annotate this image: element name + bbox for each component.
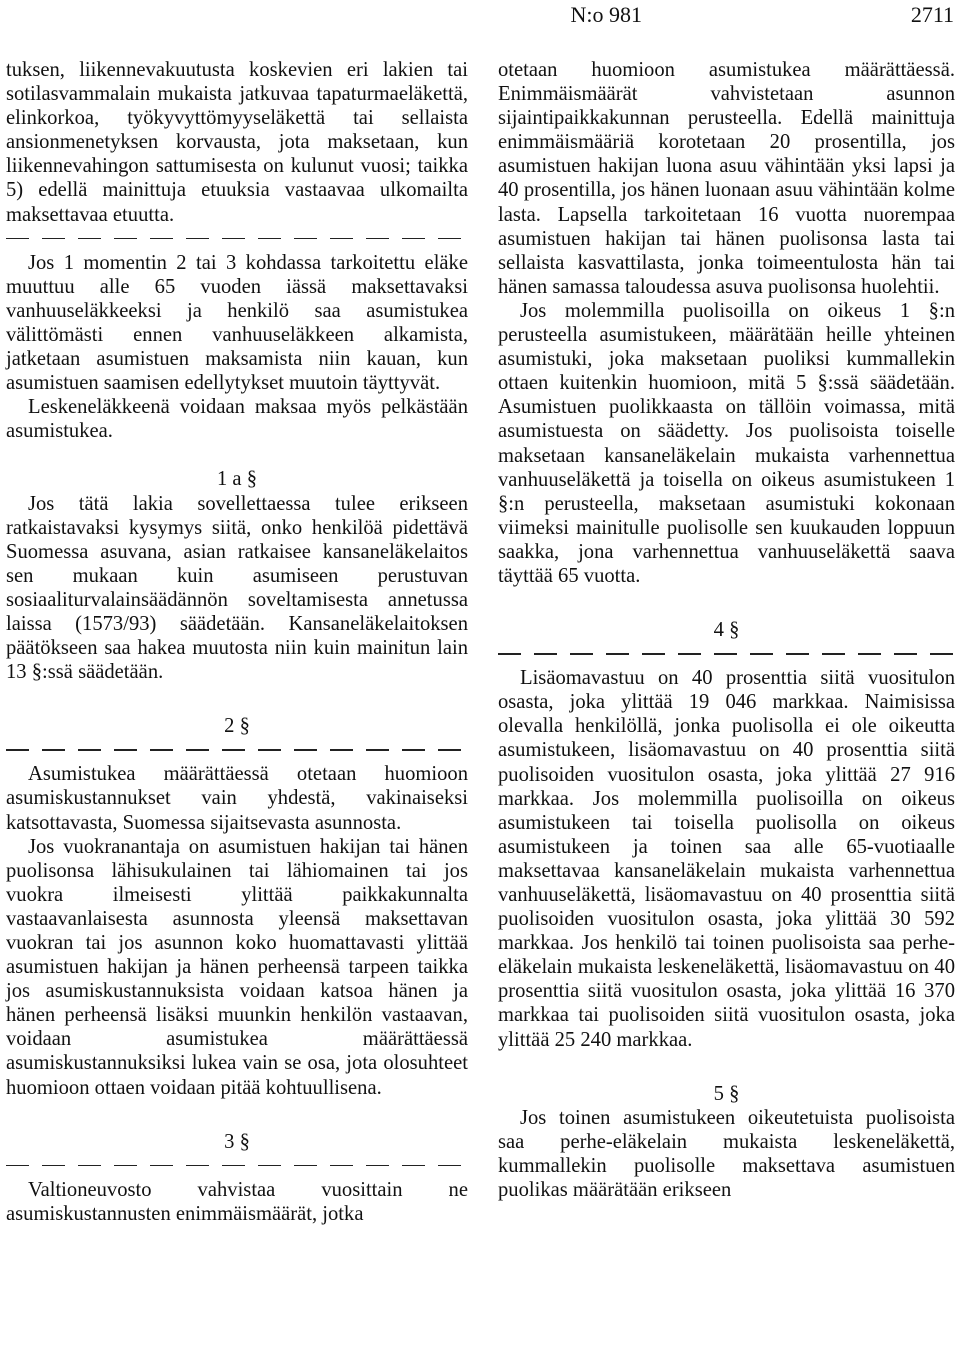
omission-dashes bbox=[6, 227, 468, 251]
omission-dashes bbox=[6, 738, 468, 762]
left-column bbox=[6, 58, 468, 1226]
paragraph: otetaan huomioon asumistukea määrättäessä. Enimmäismäärät vahvistetaan asunnon sijaintipaikkakunnan perusteella. Edellä mainittuja enimmäismääriä korotetaan 20 prosentilla, jos asumistuen hakijan luona asuu vähintään yksi lapsi ja 40 prosentilla, jos hänen luonaan asuu vähintään kolme lasta. Lapsella tarkoitetaan 16 vuotta nuorempaa asumistuen hakijan tai hänen puolisonsa lasta tai sellaista kasvattilasta, jonka toimeentulosta hän tai hänen samassa taloudessa asuva puolisonsa huolehtii. bbox=[498, 59, 955, 298]
section-heading: 3 § bbox=[224, 1130, 250, 1153]
section-heading: 4 § bbox=[713, 619, 740, 642]
paragraph: tuksen, liikennevakuutusta koskevien eri lakien tai sotilasvammalain mukaista jatkuvaa tapaturmaeläkettä, elinkorkoa, työkyvyttömyyseläkettä tai sellaista ansionmenetyksen korvausta, jota maksetaan, kun liikennevahingon sattumisesta on kulunut vuosi; taikka 5) edellä mainittuja etuuksia vastaavaa ulkomailta maksettavaa etuutta. bbox=[6, 59, 468, 226]
section-heading: 2 § bbox=[224, 715, 250, 738]
page-header bbox=[0, 0, 960, 40]
paragraph: Jos 1 momentin 2 tai 3 kohdassa tarkoitettu eläke muuttuu alle 65 vuoden iässä maksettavaksi vanhuuseläkkeeksi ja henkilö saa asumistukea välittömästi ennen vanhuuseläkkeen alkamista, jatketaan asumistuen maksamista niin kauan, kun asumistuen saamisen edellytykset muutoin täyttyvät. bbox=[6, 251, 468, 395]
paragraph: Asumistukea määrättäessä otetaan huomioon asumiskustannukset vain yhdestä, vakinaiseksi katsottavasta, Suomessa sijaitsevasta asunnosta. bbox=[6, 763, 468, 834]
paragraph: Jos molemmilla puolisoilla on oikeus 1 §:n perusteella asumistukeen, määrätään heille yhteinen asumistuki, joka maksetaan puoliksi kummallekin ottaen kuitenkin huomioon, mitä 5 §:ssä säädetään. Asumistuen puolikkaasta on tällöin voimassa, mitä asumistuesta on säädetty. Jos puolisoista toiselle maksetaan kansaneläkelain mukaista varhennettua vanhuuseläkettä ja toisella on oikeus asumistukeen 1 §:n perusteella, maksetaan asumistuki kokonaan viimeksi mainitulle puolisolle sen kuukauden loppuun saakka, jona varhennettua vanhuuseläkettä saava täyttää 65 vuotta. bbox=[498, 299, 955, 587]
page-number: 2711 bbox=[910, 2, 954, 27]
paragraph: Lisäomavastuu on 40 prosenttia siitä vuositulon osasta, joka ylittää 19 046 markkaa. Naimisissa olevalla henkilöllä, jonka puolisolla ei ole oikeutta asumistukeen, lisäomavastuu on 40 prosenttia siitä puolisoiden vuositulon osasta, joka ylittää 27 916 markkaa. Jos molemmilla puolisoilla on oikeus asumistukeen tai toisella puolisolla on oikeus asumistukeen ja toinen saa alle 65-vuotiaalle maksettavaa kansaneläkelain mukaista varhennettua vanhuuseläkettä, lisäomavastuu on 40 prosenttia siitä puolisoiden vuositulon osasta, joka ylittää 30 592 markkaa. Jos henkilö tai toinen puolisoista saa perhe-eläkelain mukaista leskeneläkettä, lisäomavastuu on 40 prosenttia siitä vuositulon osasta, joka ylittää 16 370 markkaa tai puolisoiden siitä vuositulon osasta, joka ylittää 25 240 markkaa. bbox=[498, 667, 955, 1051]
paragraph: Leskeneläkkeenä voidaan maksaa myös pelkästään asumistukea. bbox=[6, 396, 468, 443]
section-heading: 5 § bbox=[713, 1082, 740, 1105]
section-heading: 1 a § bbox=[216, 468, 258, 491]
statute-number: N:o 981 bbox=[570, 2, 642, 27]
omission-dashes bbox=[6, 1154, 468, 1178]
paragraph: Jos toinen asumistukeen oikeutetuista puolisoista saa perhe-eläkelain mukaista leskeneläkettä, kummallekin puolisolle maksettava asumistuen puolikas määrätään erikseen bbox=[498, 1106, 955, 1202]
paragraph: Valtioneuvosto vahvistaa vuosittain ne asumiskustannusten enimmäismäärät, jotka bbox=[6, 1178, 468, 1225]
omission-dashes bbox=[498, 642, 955, 666]
paragraph: Jos tätä lakia sovellettaessa tulee erikseen ratkaistavaksi kysymys siitä, onko henkilöä pidettävä Suomessa asuvana, asian ratkaisee kansaneläkelaitos sen mukaan kuin asumiseen perustuvan sosiaaliturvalainsäädännön soveltamisesta annetussa laissa (1573/93) säädetään. Kansaneläkelaitoksen päätökseen saa hakea muutosta niin kuin mainitun lain 13 §:ssä säädetään. bbox=[6, 492, 468, 684]
paragraph: Jos vuokranantaja on asumistuen hakijan tai hänen puolisonsa lähisukulainen tai lähiomainen tai jos vuokra ilmeisesti ylittää paikkakunnalta vastaavanlaisesta asunnosta yleensä maksettavan vuokran tai jos asunnon koko huomattavasti ylittää asumistuen hakijan ja hänen perheensä tarpeen taikka jos asumiskustannuksista voidaan katsoa hänen ja hänen perheensä lisäksi muunkin henkilön vastaavan, voidaan asumistukea määrättäessä asumiskustannuksiksi lukea vain se osa, jota olosuhteet huomioon ottaen voidaan pitää kohtuullisena. bbox=[6, 835, 468, 1099]
right-column bbox=[498, 58, 955, 1202]
